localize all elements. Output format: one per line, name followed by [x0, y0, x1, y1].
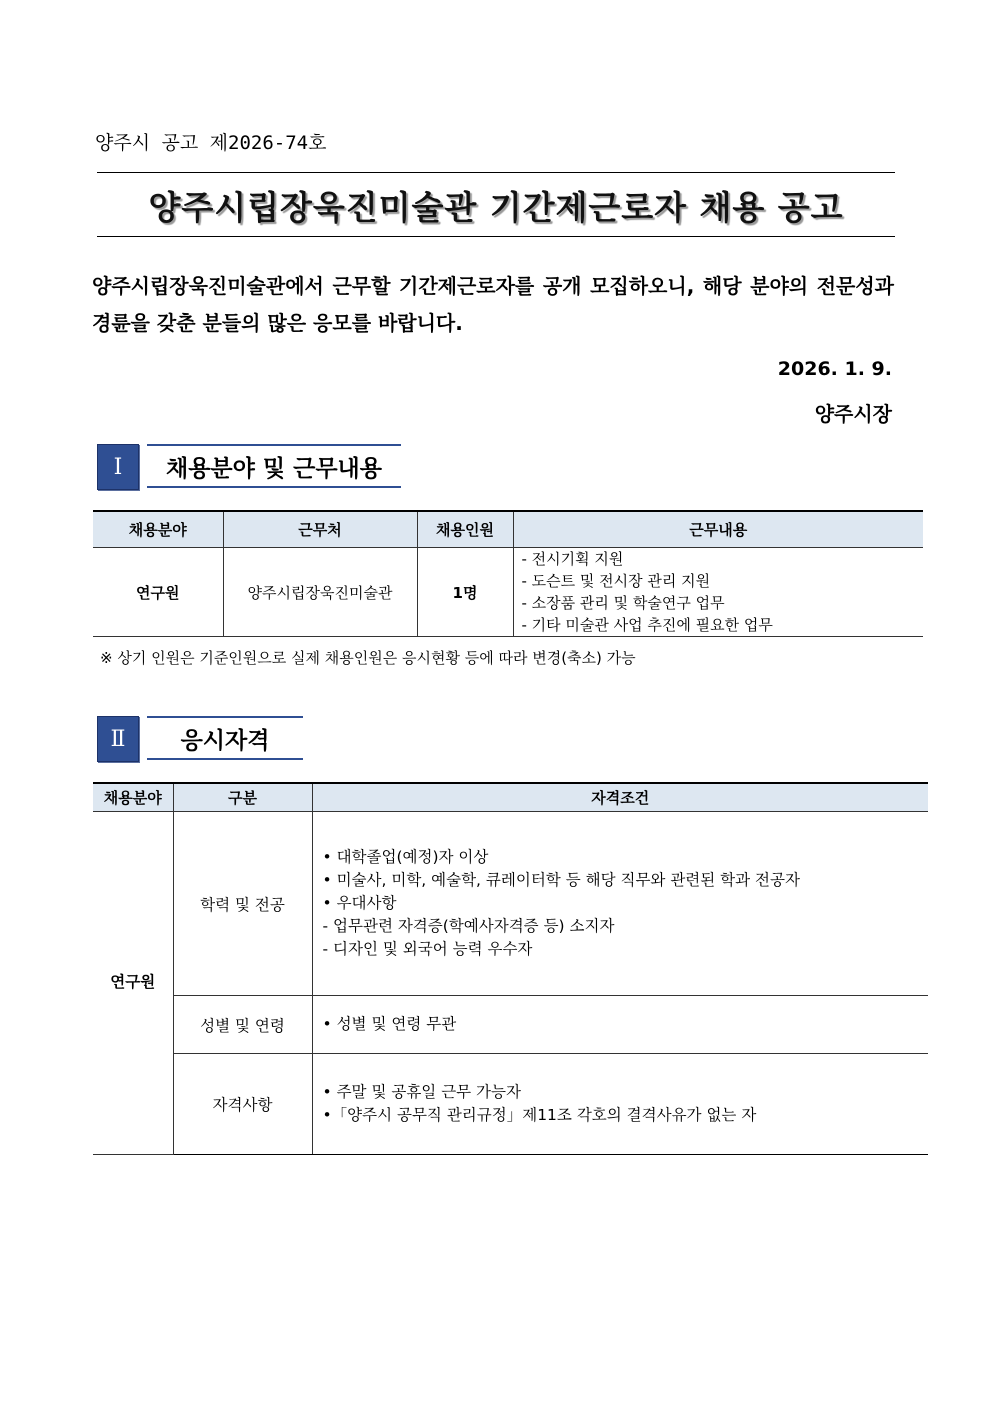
- header-category: 구분: [173, 783, 312, 812]
- condition-item: • 대학졸업(예정)자 이상: [322, 848, 489, 866]
- notice-number: 양주시 공고 제2026-74호: [95, 132, 327, 154]
- condition-item: • 주말 및 공휴일 근무 가능자: [322, 1083, 521, 1101]
- cell-category: 학력 및 전공: [173, 812, 312, 996]
- cell-workplace: 양주시립장욱진미술관: [223, 548, 417, 637]
- intro-paragraph: 양주시립장욱진미술관에서 근무할 기간제근로자를 공개 모집하오니, 해당 분야의 전문성과 경륜을 갖춘 분들의 많은 응모를 바랍니다.: [92, 274, 894, 335]
- condition-item: • 성별 및 연령 무관: [322, 1015, 457, 1033]
- table-row: [93, 996, 928, 1054]
- table-header-row: [93, 783, 928, 812]
- header-count: 채용인원: [417, 511, 513, 548]
- title-top-rule: [97, 172, 895, 173]
- recruitment-note: ※ 상기 인원은 기준인원으로 실제 채용인원은 응시현황 등에 따라 변경(축소) 가능: [100, 649, 636, 667]
- duty-item: - 도슨트 및 전시장 관리 지원: [521, 572, 711, 590]
- header-conditions: 자격조건: [312, 783, 928, 812]
- duty-item: - 전시기획 지원: [521, 550, 624, 568]
- table-row: [93, 1054, 928, 1155]
- header-field: 채용분야: [93, 511, 223, 548]
- table-header-row: [93, 511, 923, 548]
- condition-item: - 업무관련 자격증(학예사자격증 등) 소지자: [322, 917, 615, 935]
- condition-item: • 미술사, 미학, 예술학, 큐레이터학 등 해당 직무와 관련된 학과 전공자: [322, 871, 800, 889]
- duty-item: - 소장품 관리 및 학술연구 업무: [521, 594, 725, 612]
- header-duties: 근무내용: [513, 511, 923, 548]
- table-row: [93, 548, 923, 637]
- cell-conditions: [312, 1054, 928, 1155]
- title-bottom-rule: [97, 236, 895, 237]
- cell-field: 연구원: [93, 548, 223, 637]
- page-title: 양주시립장욱진미술관 기간제근로자 채용 공고: [148, 188, 844, 227]
- table-row: [93, 812, 928, 996]
- condition-item: - 디자인 및 외국어 능력 우수자: [322, 940, 533, 958]
- field-label: 연구원: [110, 973, 156, 991]
- section-1-title: 채용분야 및 근무내용: [147, 444, 401, 488]
- cell-conditions: [312, 812, 928, 996]
- recruitment-table: [93, 510, 923, 637]
- cell-conditions: [312, 996, 928, 1054]
- section-1-number: Ⅰ: [97, 444, 139, 490]
- cell-category: 성별 및 연령: [173, 996, 312, 1054]
- duty-item: - 기타 미술관 사업 추진에 필요한 업무: [521, 616, 773, 634]
- header-workplace: 근무처: [223, 511, 417, 548]
- notice-date: 2026. 1. 9.: [777, 358, 892, 380]
- cell-duties: [513, 548, 923, 637]
- section-2-title: 응시자격: [147, 716, 303, 760]
- condition-item: • 우대사항: [322, 894, 397, 912]
- cell-count: 1명: [417, 548, 513, 637]
- qualification-table: [93, 782, 928, 1155]
- cell-category: 자격사항: [173, 1054, 312, 1155]
- issuer: 양주시장: [814, 402, 892, 426]
- cell-field: [93, 812, 173, 1155]
- condition-item: •「양주시 공무직 관리규정」제11조 각호의 결격사유가 없는 자: [322, 1106, 757, 1124]
- section-2-number: Ⅱ: [97, 716, 139, 762]
- header-field: 채용분야: [93, 783, 173, 812]
